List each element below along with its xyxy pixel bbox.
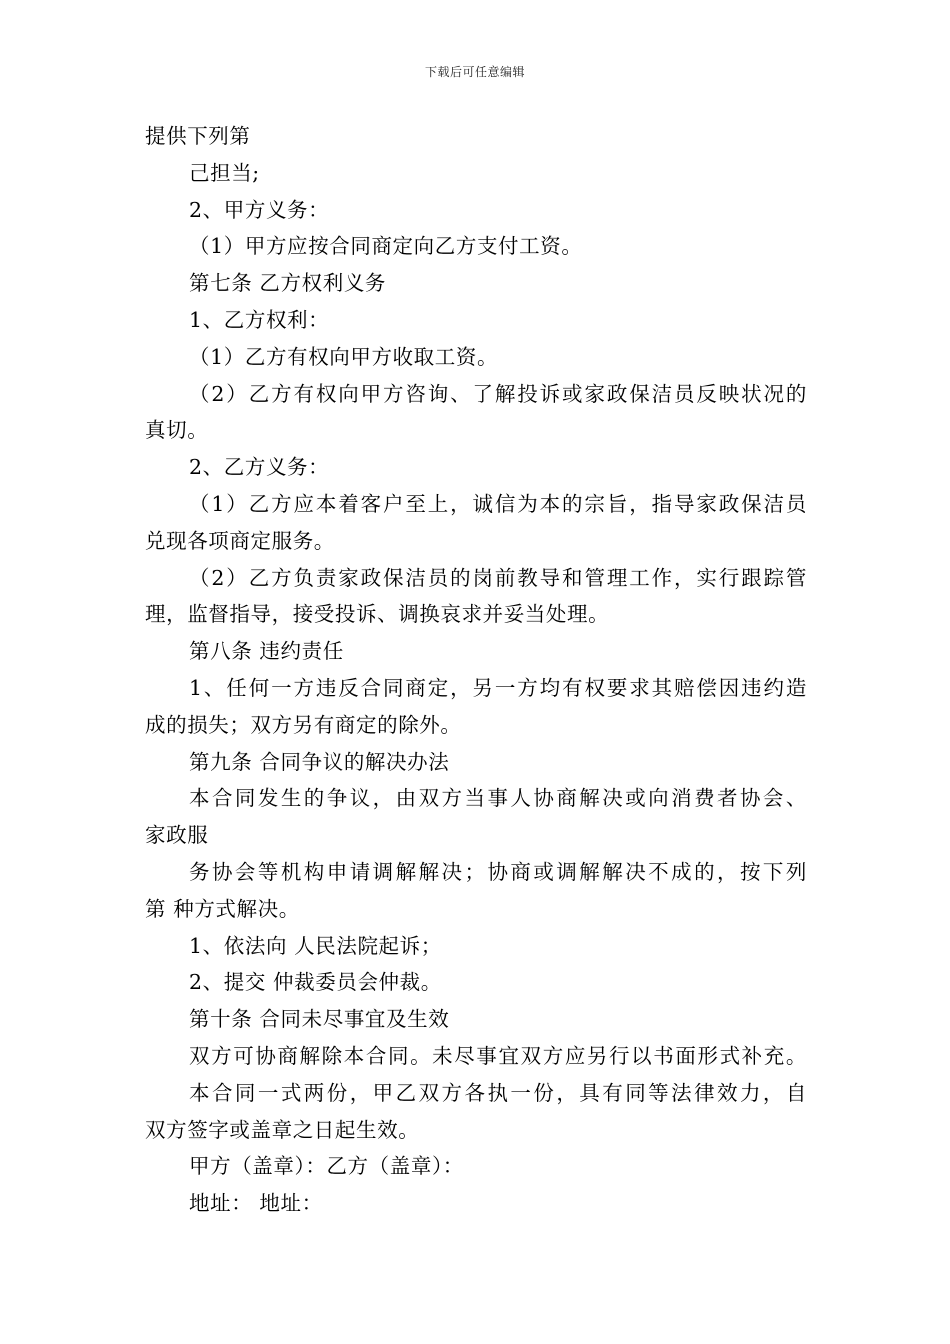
text-line: （1）乙方应本着客户至上，诚信为本的宗旨，指导家政保洁员 [189,491,807,516]
text-line: 第七条 乙方权利义务 [189,271,387,296]
text-line: 兑现各项商定服务。 [145,528,335,553]
text-line: 1、依法向 人民法院起诉； [189,933,442,958]
text-line: （2）乙方有权向甲方咨询、了解投诉或家政保洁员反映状况的 [189,381,807,406]
text-line: 第十条 合同未尽事宜及生效 [189,1007,450,1032]
text-line: 1、乙方权利： [189,307,330,332]
text-line: 家政服 [145,823,209,848]
text-line: 双方签字或盖章之日起生效。 [145,1117,420,1142]
text-line: 己担当; [189,160,260,185]
text-line: 第八条 违约责任 [189,639,344,664]
text-line: 务协会等机构申请调解解决；协商或调解解决不成的，按下列 [189,859,807,884]
text-line: 本合同一式两份，甲乙双方各执一份，具有同等法律效力，自 [189,1080,807,1105]
text-line: 甲方（盖章）：乙方（盖章）： [189,1154,464,1179]
page-header: 下载后可任意编辑 [424,65,525,79]
text-line: 理，监督指导，接受投诉、调换哀求并妥当处理。 [145,602,610,627]
text-line: 本合同发生的争议，由双方当事人协商解决或向消费者协会、 [189,786,807,811]
text-line: 真切。 [145,418,209,443]
text-line: 1、任何一方违反合同商定，另一方均有权要求其赔偿因违约造 [189,675,807,700]
text-line: （2）乙方负责家政保洁员的岗前教导和管理工作，实行跟踪管 [189,565,807,590]
text-line: 第九条 合同争议的解决办法 [189,749,450,774]
text-line: 第 种方式解决。 [145,896,300,921]
text-line: （1）乙方有权向甲方收取工资。 [189,344,499,369]
text-line: 地址： 地址： [189,1191,323,1216]
document-body [145,118,807,1222]
text-line: 2、甲方义务： [189,197,330,222]
text-line: （1）甲方应按合同商定向乙方支付工资。 [189,234,583,259]
text-line: 2、提交 仲裁委员会仲裁。 [189,970,442,995]
text-line: 双方可协商解除本合同。未尽事宜双方应另行以书面形式补充。 [189,1043,807,1068]
text-line: 提供下列第 [145,124,251,148]
text-line: 2、乙方义务： [189,455,330,480]
text-line: 成的损失；双方另有商定的除外。 [145,712,462,737]
